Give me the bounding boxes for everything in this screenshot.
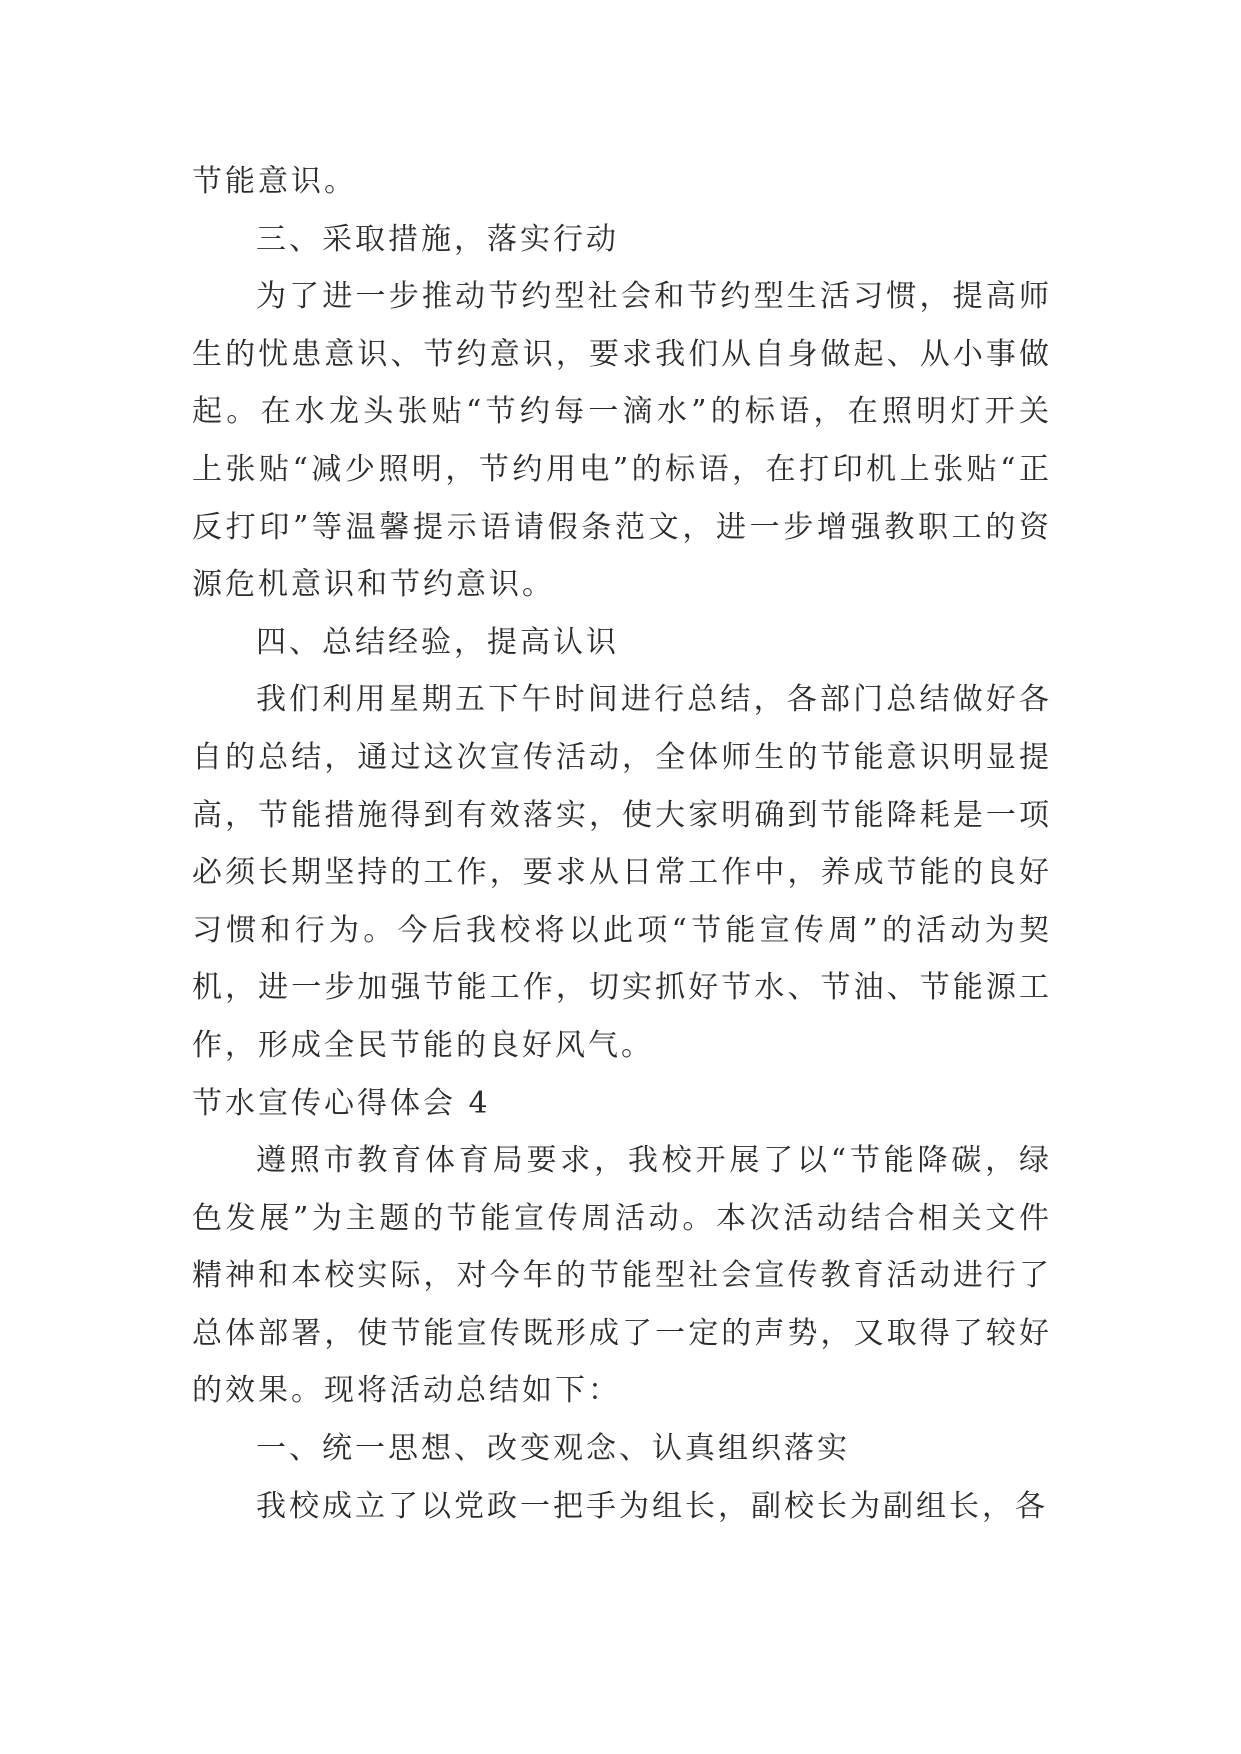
paragraph-intro: 遵照市教育体育局要求，我校开展了以“节能降碳，绿色发展”为主题的节能宣传周活动。本次活动结合相关文件精神和本校实际，对今年的节能型社会宣传教育活动进行了总体部署，使节能宣传既形成了一定的声势，又取得了较好的效果。现将活动总结如下：: [192, 1143, 1052, 1409]
paragraph-measures: 为了进一步推动节约型社会和节约型生活习惯，提高师生的忧患意识、节约意识，要求我们从自身做起、从小事做起。在水龙头张贴“节约每一滴水”的标语，在照明灯开关上张贴“减少照明，节约用电”的标语，在打印机上张贴“正反打印”等温馨提示语请假条范文，进一步增强教职工的资源危机意识和节约意识。: [192, 279, 1052, 603]
article-title: 节水宣传心得体会 4: [192, 1085, 491, 1121]
section-heading-3: 三、采取措施，落实行动: [256, 221, 619, 257]
paragraph-summary: 我们利用星期五下午时间进行总结，各部门总结做好各自的总结，通过这次宣传活动，全体师生的节能意识明显提高，节能措施得到有效落实，使大家明确到节能降耗是一项必须长期坚持的工作，要求从日常工作中，养成节能的良好习惯和行为。今后我校将以此项“节能宣传周”的活动为契机，进一步加强节能工作，切实抓好节水、节油、节能源工作，形成全民节能的良好风气。: [192, 682, 1052, 1063]
section-heading-4: 四、总结经验，提高认识: [256, 624, 619, 660]
document-body: [192, 153, 1052, 1535]
paragraph-continuation: 节能意识。: [192, 164, 357, 199]
paragraph-organization: 我校成立了以党政一把手为组长，副校长为副组长，各: [256, 1488, 1048, 1524]
section-heading-1: 一、统一思想、改变观念、认真组织落实: [256, 1431, 850, 1467]
